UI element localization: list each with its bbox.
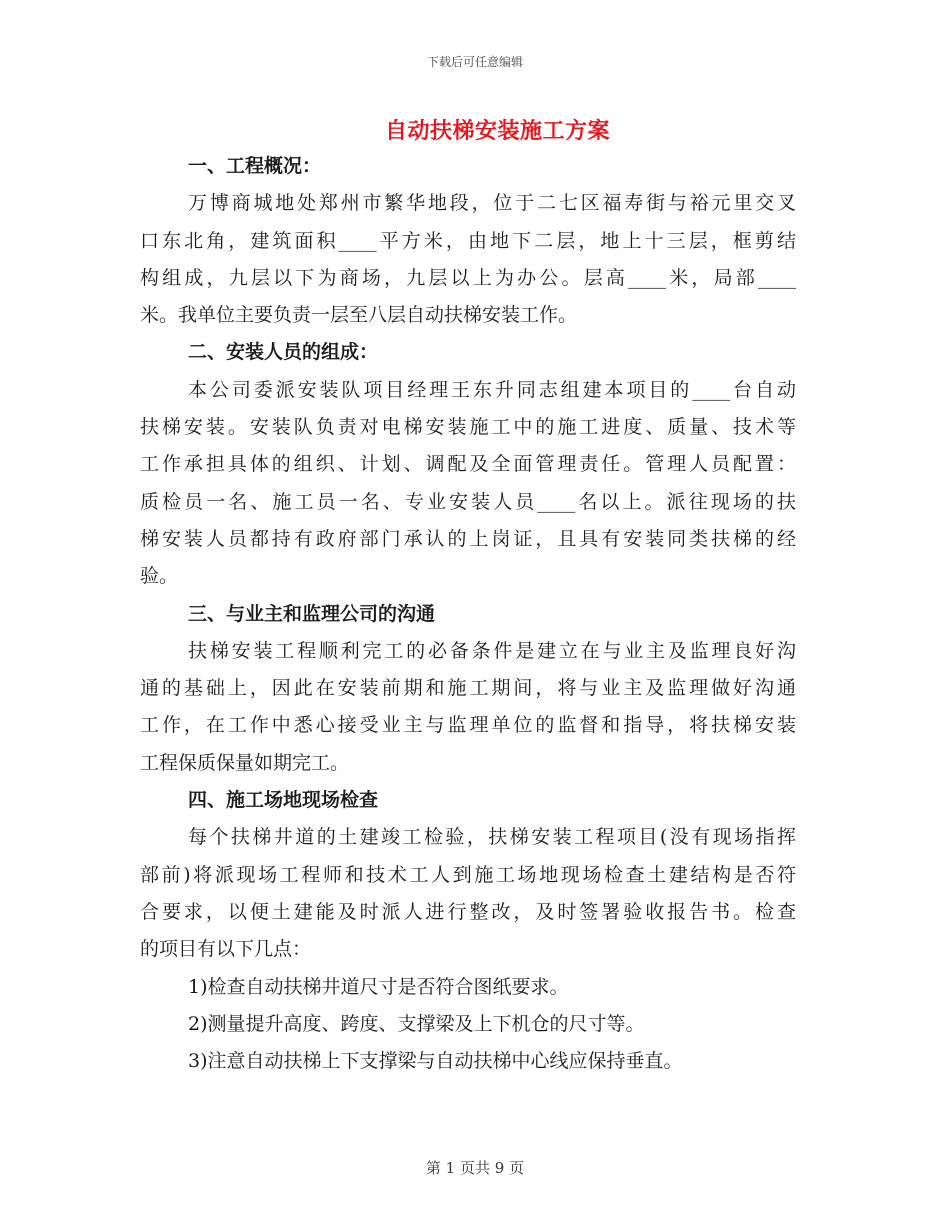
paragraph-line: 万博商城地处郑州市繁华地段，位于二七区福寿街与裕元里交叉: [188, 192, 796, 215]
paragraph-line: 构组成，九层以下为商场，九层以上为办公。层高____米，局部____: [140, 266, 796, 289]
paragraph-line: 合要求，以便土建能及时派人进行整改，及时签署验收报告书。检查: [140, 900, 796, 923]
paragraph-line: 扶梯安装工程顺利完工的必备条件是建立在与业主及监理良好沟: [188, 639, 796, 662]
paragraph-line: 本公司委派安装队项目经理王东升同志组建本项目的____台自动: [188, 378, 796, 401]
paragraph-line: 梯安装人员都持有政府部门承认的上岗证，且具有安装同类扶梯的经: [140, 527, 796, 550]
paragraph-line: 通的基础上，因此在安装前期和施工期间，将与业主及监理做好沟通: [140, 677, 796, 700]
page-number: 第 1 页共 9 页: [425, 1159, 525, 1177]
section-heading: 一、工程概况：: [188, 155, 322, 177]
paragraph-line: 质检员一名、施工员一名、专业安装人员____名以上。派往现场的扶: [140, 490, 796, 513]
document-body: [140, 148, 796, 1080]
paragraph-line: 扶梯安装。安装队负责对电梯安装施工中的施工进度、质量、技术等: [140, 416, 796, 439]
paragraph-line: 工程保质保量如期完工。: [140, 751, 350, 774]
paragraph-line: 的项目有以下几点：: [140, 938, 312, 961]
paragraph-line: 每个扶梯井道的土建竣工检验，扶梯安装工程项目(没有现场指挥: [188, 826, 796, 849]
paragraph-line: 工作承担具体的组织、计划、调配及全面管理责任。管理人员配置：: [140, 453, 796, 476]
paragraph-line: 米。我单位主要负责一层至八层自动扶梯安装工作。: [140, 304, 578, 327]
paragraph-line: 工作，在工作中悉心接受业主与监理单位的监督和指导，将扶梯安装: [140, 714, 796, 737]
paragraph-line: 部前)将派现场工程师和技术工人到施工场地现场检查土建结构是否符: [140, 863, 796, 886]
paragraph-line: 口东北角，建筑面积____平方米，由地下二层，地上十三层，框剪结: [140, 229, 796, 252]
list-item: 3)注意自动扶梯上下支撑梁与自动扶梯中心线应保持垂直。: [188, 1050, 683, 1073]
list-item: 1)检查自动扶梯井道尺寸是否符合图纸要求。: [188, 975, 569, 998]
section-heading: 二、安装人员的组成：: [188, 341, 379, 364]
section-heading: 三、与业主和监理公司的沟通: [188, 602, 436, 625]
document-title: 自动扶梯安装施工方案: [384, 118, 610, 144]
list-item: 2)测量提升高度、跨度、支撑梁及上下机仓的尺寸等。: [188, 1012, 645, 1035]
paragraph-line: 验。: [140, 565, 179, 588]
section-heading: 四、施工场地现场检查: [188, 789, 379, 812]
header-note: 下载后可任意编辑: [426, 55, 523, 69]
